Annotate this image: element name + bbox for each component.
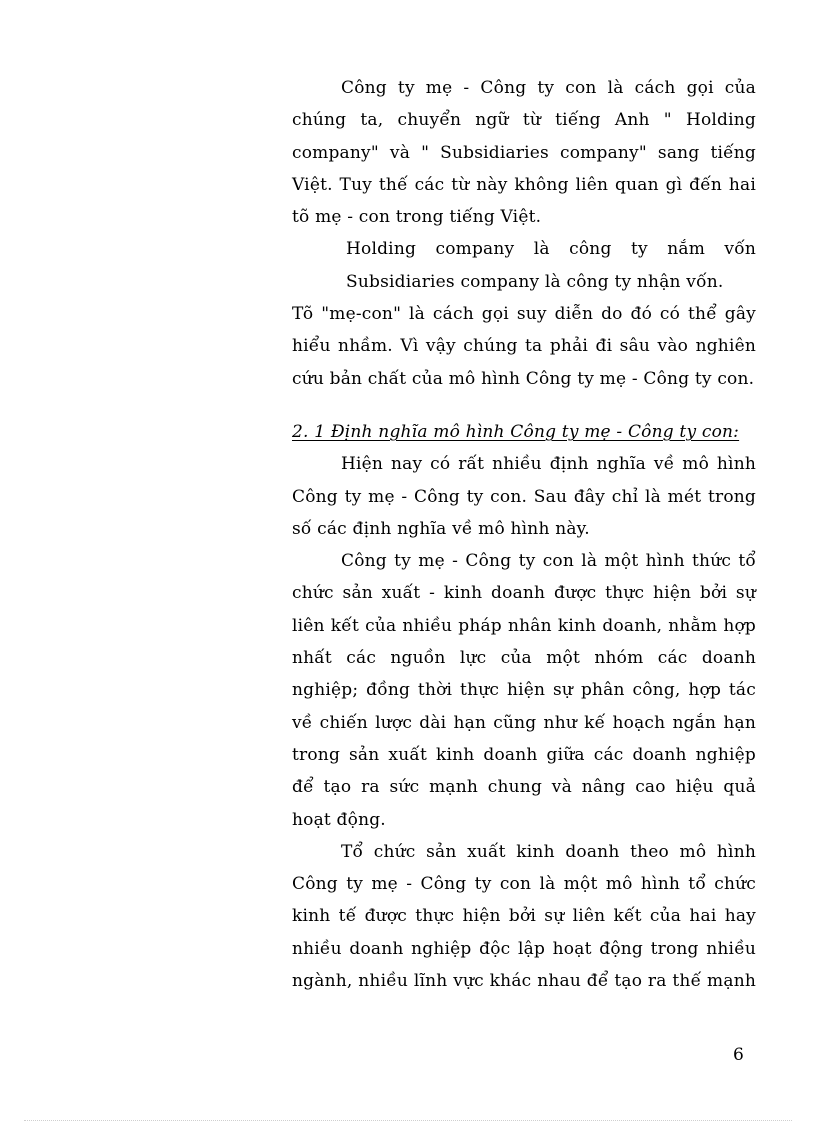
footer-divider <box>24 1120 792 1121</box>
paragraph-definitions-overview: Hiện nay có rất nhiều định nghĩa về mô hình Công ty mẹ - Công ty con. Sau đây chỉ là mét trong số các định nghĩa về mô hình này. <box>292 454 756 539</box>
page-number: 6 <box>733 1045 744 1065</box>
section-heading: 2. 1 Định nghĩa mô hình Công ty mẹ - Công ty con: <box>292 421 740 442</box>
paragraph-intro: Công ty mẹ - Công ty con là cách gọi của chúng ta, chuyển ngữ từ tiếng Anh " Holding company" và " Subsidiaries company" sang tiếng Việt. Tuy thế các từ này không liên quan gì đến hai tõ mẹ - con trong tiếng Việt. <box>292 78 756 228</box>
paragraph-note: Tõ "mẹ-con" là cách gọi suy diễn do đó có thể gây hiểu nhầm. Vì vậy chúng ta phải đi sâu vào nghiên cứu bản chất của mô hình Công ty mẹ - Công ty con. <box>292 304 756 389</box>
definition-holding: Holding company là công ty nắm vốn <box>346 239 756 260</box>
document-body <box>292 72 756 997</box>
definition-subsidiaries: Subsidiaries company là công ty nhận vốn. <box>346 271 724 292</box>
paragraph-organization: Tổ chức sản xuất kinh doanh theo mô hình Công ty mẹ - Công ty con là một mô hình tổ chức kinh tế được thực hiện bởi sự liên kết của hai hay nhiều doanh nghiệp độc lập hoạt động trong nhiều ngành, nhiều lĩnh vực khác nhau để tạo ra thế mạnh <box>292 841 756 992</box>
paragraph-definition-main: Công ty mẹ - Công ty con là một hình thức tổ chức sản xuất - kinh doanh được thực hiện bởi sự liên kết của nhiều pháp nhân kinh doanh, nhằm hợp nhất các nguồn lực của một nhóm các doanh nghiệp; đồng thời thực hiện sự phân công, hợp tác về chiến lược dài hạn cũng như kế hoạch ngắn hạn trong sản xuất kinh doanh giữa các doanh nghiệp để tạo ra sức mạnh chung và nâng cao hiệu quả hoạt động. <box>292 551 756 830</box>
